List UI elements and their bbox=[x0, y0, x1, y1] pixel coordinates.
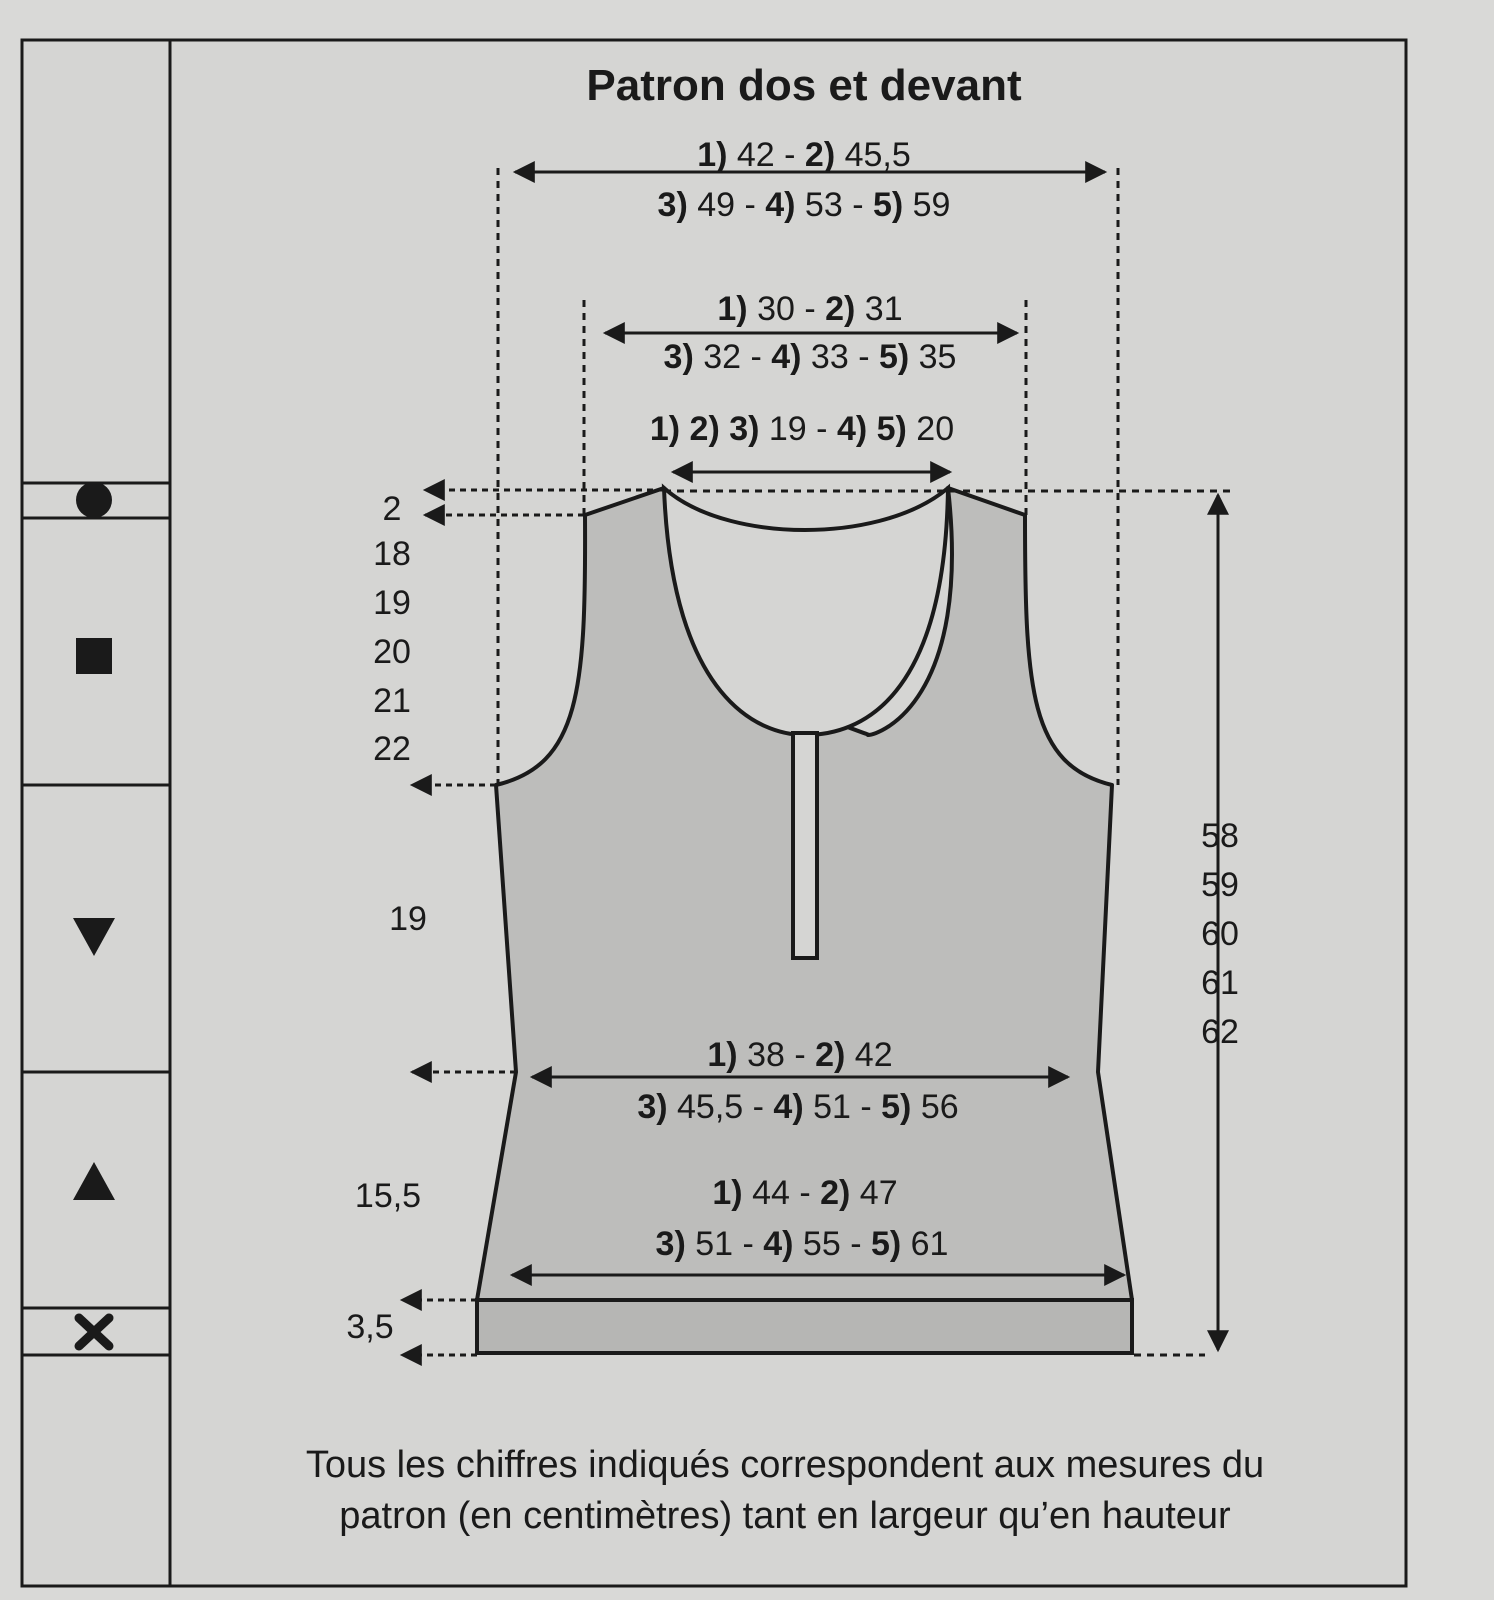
total-height-4: 61 bbox=[1201, 964, 1239, 1002]
armhole-label-1: 18 bbox=[373, 535, 411, 573]
shoulder-line1: 1) 30 - 2) 31 bbox=[717, 290, 903, 328]
neck-line: 1) 2) 3) 19 - 4) 5) 20 bbox=[649, 410, 955, 448]
upper-body-label: 19 bbox=[389, 900, 427, 938]
placket bbox=[793, 733, 817, 958]
total-height-3: 60 bbox=[1201, 915, 1239, 953]
armhole-label-4: 21 bbox=[373, 682, 411, 720]
total-height-labels bbox=[1201, 817, 1239, 1051]
total-height-2: 59 bbox=[1201, 866, 1239, 904]
armhole-label-2: 19 bbox=[373, 584, 411, 622]
square-icon bbox=[76, 638, 112, 674]
armhole-label-5: 22 bbox=[373, 730, 411, 768]
total-height-1: 58 bbox=[1201, 817, 1239, 855]
hem-line1: 1) 44 - 2) 47 bbox=[712, 1174, 898, 1212]
diagram-title: Patron dos et devant bbox=[586, 61, 1022, 110]
caption-line-2: patron (en centimètres) tant en largeur qu’en hauteur bbox=[339, 1495, 1231, 1537]
total-height-5: 62 bbox=[1201, 1013, 1239, 1051]
ribbing-band bbox=[477, 1300, 1132, 1353]
top-width-line1: 1) 42 - 2) 45,5 bbox=[697, 136, 911, 174]
shoulder-line2: 3) 32 - 4) 33 - 5) 35 bbox=[663, 338, 957, 376]
hem-line2: 3) 51 - 4) 55 - 5) 61 bbox=[655, 1225, 949, 1263]
waist-line1: 1) 38 - 2) 42 bbox=[707, 1036, 893, 1074]
shoulder-slope-label: 2 bbox=[382, 490, 402, 528]
top-width-line2: 3) 49 - 4) 53 - 5) 59 bbox=[657, 186, 951, 224]
circle-icon bbox=[76, 482, 112, 518]
armhole-label-3: 20 bbox=[373, 633, 411, 671]
caption-line-1: Tous les chiffres indiqués correspondent aux mesures du bbox=[305, 1444, 1265, 1486]
lower-body-label: 15,5 bbox=[354, 1177, 422, 1215]
waist-line2: 3) 45,5 - 4) 51 - 5) 56 bbox=[637, 1088, 959, 1126]
ribbing-label: 3,5 bbox=[346, 1308, 394, 1346]
